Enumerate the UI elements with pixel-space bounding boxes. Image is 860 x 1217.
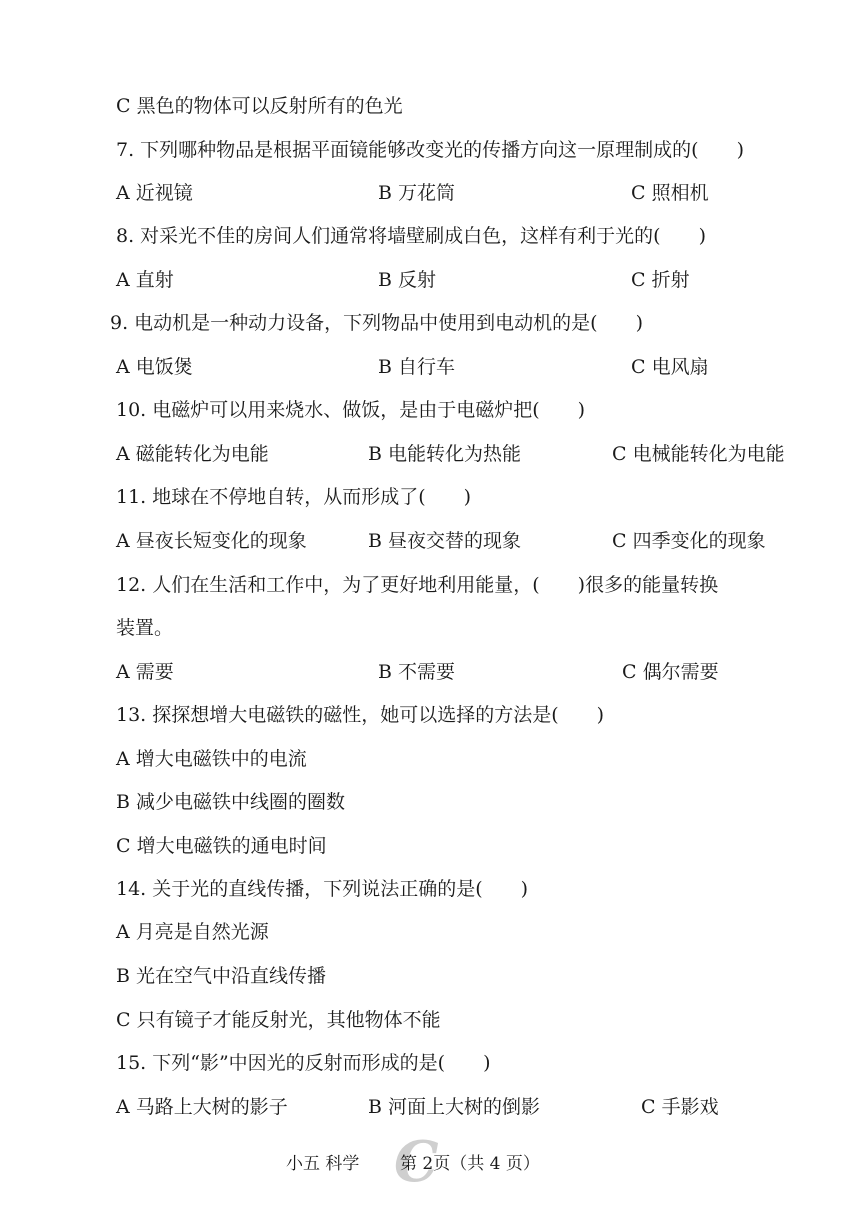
answer-option: A 需要: [116, 661, 174, 683]
text-line: [0, 701, 860, 729]
answer-option: C 照相机: [631, 182, 709, 204]
line-text: C 黑色的物体可以反射所有的色光: [116, 95, 403, 117]
text-line: [0, 222, 860, 250]
text-line: [0, 1049, 860, 1077]
line-text: A 月亮是自然光源: [116, 921, 269, 943]
text-line: [0, 179, 860, 207]
text-line: [0, 832, 860, 860]
text-line: [0, 788, 860, 816]
line-text: 15. 下列“影”中因光的反射而形成的是( ): [116, 1052, 491, 1074]
answer-option: A 近视镜: [116, 182, 193, 204]
answer-option: B 电能转化为热能: [368, 443, 522, 465]
answer-option: C 手影戏: [641, 1096, 719, 1118]
text-line: [0, 92, 860, 120]
text-line: [0, 309, 860, 337]
line-text: 12. 人们在生活和工作中，为了更好地利用能量，( )很多的能量转换: [116, 574, 719, 596]
text-line: [0, 396, 860, 424]
answer-option: C 偶尔需要: [622, 661, 719, 683]
text-line: [0, 571, 860, 599]
line-text: 13. 探探想增大电磁铁的磁性，她可以选择的方法是( ): [116, 704, 605, 726]
line-text: C 只有镜子才能反射光，其他物体不能: [116, 1009, 441, 1031]
line-text: 8. 对采光不佳的房间人们通常将墙壁刷成白色，这样有利于光的( ): [116, 225, 706, 247]
line-text: B 减少电磁铁中线圈的圈数: [116, 791, 346, 813]
line-text: 7. 下列哪种物品是根据平面镜能够改变光的传播方向这一原理制成的( ): [116, 139, 744, 161]
footer-course: 小五 科学: [286, 1154, 360, 1174]
line-text: 9. 电动机是一种动力设备，下列物品中使用到电动机的是( ): [110, 312, 643, 334]
line-text: 10. 电磁炉可以用来烧水、做饭，是由于电磁炉把( ): [116, 399, 586, 421]
line-text: A 增大电磁铁中的电流: [116, 748, 307, 770]
text-line: [0, 614, 860, 642]
line-text: C 增大电磁铁的通电时间: [116, 835, 327, 857]
c-logo-watermark: C: [394, 1129, 439, 1195]
text-line: [0, 483, 860, 511]
answer-option: B 自行车: [378, 356, 456, 378]
text-line: [0, 266, 860, 294]
answer-option: A 昼夜长短变化的现象: [116, 530, 307, 552]
page-footer: [0, 1150, 860, 1178]
text-line: [0, 875, 860, 903]
text-line: [0, 962, 860, 990]
line-text: 11. 地球在不停地自转，从而形成了( ): [116, 486, 472, 508]
line-text: B 光在空气中沿直线传播: [116, 965, 327, 987]
answer-option: A 电饭煲: [116, 356, 193, 378]
text-line: [0, 918, 860, 946]
answer-option: B 不需要: [378, 661, 456, 683]
text-line: [0, 745, 860, 773]
text-line: [0, 1006, 860, 1034]
answer-option: C 电风扇: [631, 356, 709, 378]
answer-option: B 万花筒: [378, 182, 456, 204]
answer-option: A 磁能转化为电能: [116, 443, 269, 465]
answer-option: B 昼夜交替的现象: [368, 530, 522, 552]
answer-option: A 马路上大树的影子: [116, 1096, 288, 1118]
answer-option: C 折射: [631, 269, 690, 291]
text-line: [0, 527, 860, 555]
text-line: [0, 440, 860, 468]
answer-option: C 电械能转化为电能: [612, 443, 785, 465]
line-text: 14. 关于光的直线传播，下列说法正确的是( ): [116, 878, 529, 900]
text-line: [0, 353, 860, 381]
answer-option: B 反射: [378, 269, 437, 291]
line-text: 装置。: [116, 617, 174, 639]
text-line: [0, 1093, 860, 1121]
text-line: [0, 658, 860, 686]
answer-option: A 直射: [116, 269, 174, 291]
answer-option: B 河面上大树的倒影: [368, 1096, 541, 1118]
footer-page-number: 第 2页（共 4 页）: [400, 1154, 540, 1174]
answer-option: C 四季变化的现象: [612, 530, 766, 552]
text-line: [0, 136, 860, 164]
